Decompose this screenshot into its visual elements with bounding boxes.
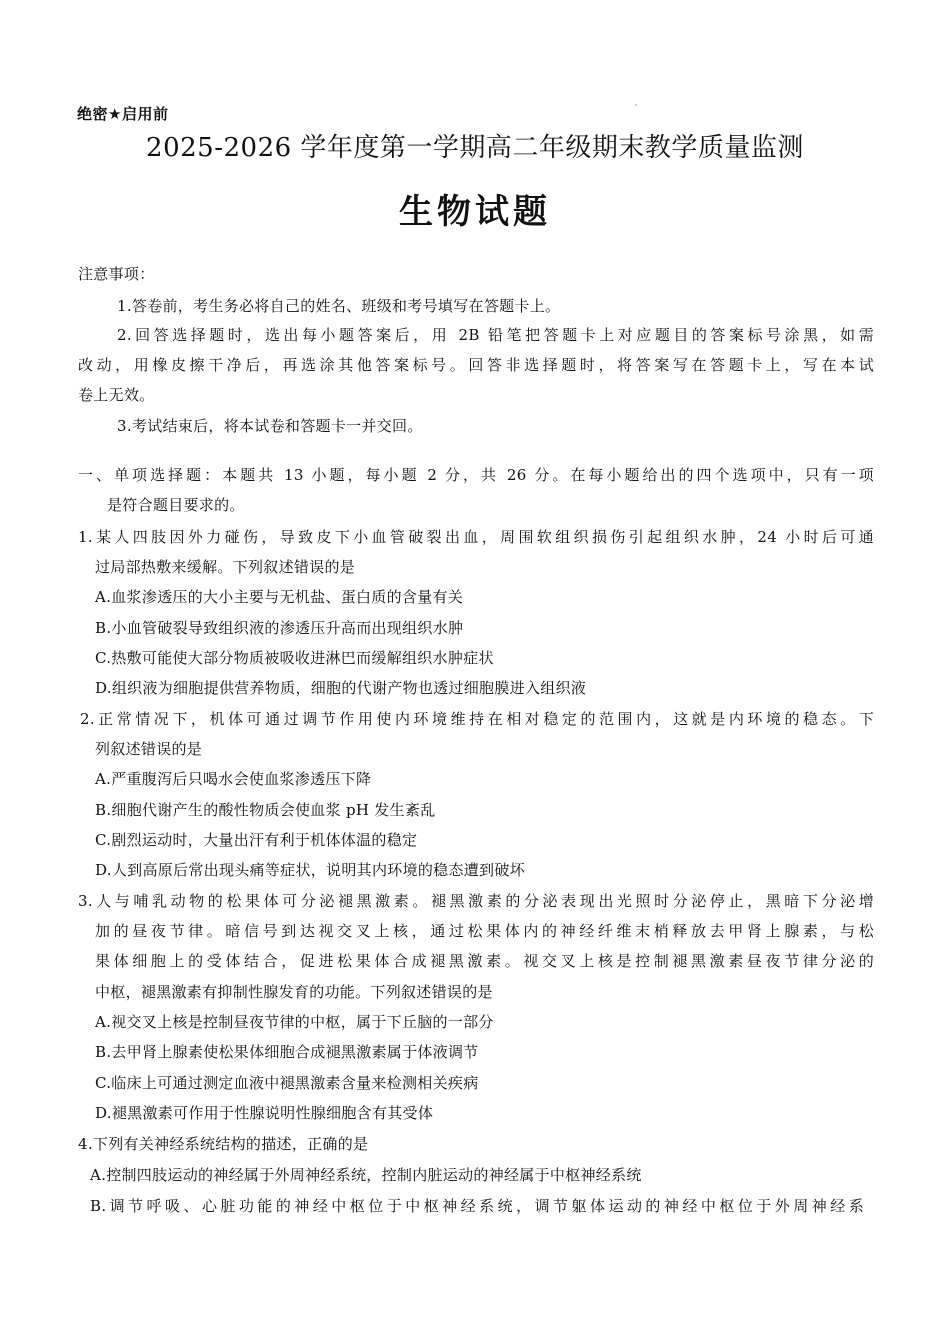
q1-option-c: C.热敷可能使大部分物质被吸收进淋巴而缓解组织水肿症状 xyxy=(95,649,494,667)
q3-option-c: C.临床上可通过测定血液中褪黑激素含量来检测相关疾病 xyxy=(95,1074,479,1092)
q2-option-a: A.严重腹泻后只喝水会使血浆渗透压下降 xyxy=(95,770,372,788)
subject-title: 生物试题 xyxy=(399,192,551,232)
q1-stem-line-1: 1.某人四肢因外力碰伤，导致皮下小血管破裂出血，周围软组织损伤引起组织水肿，24 小时后可通 xyxy=(78,528,874,546)
notice-item-1: 1.答卷前，考生务必将自己的姓名、班级和考号填写在答题卡上。 xyxy=(117,297,561,315)
notice-item-3: 3.考试结束后，将本试卷和答题卡一并交回。 xyxy=(117,417,423,435)
q2-stem-line-1: 2.正常情况下，机体可通过调节作用使内环境维持在相对稳定的范围内，这就是内环境的稳态。下 xyxy=(80,710,874,728)
q4-option-a: A.控制四肢运动的神经属于外周神经系统，控制内脏运动的神经属于中枢神经系统 xyxy=(90,1166,642,1184)
q4-option-b: B.调节呼吸、心脏功能的神经中枢位于中枢神经系统，调节躯体运动的神经中枢位于外周神经系 xyxy=(90,1197,864,1215)
q1-option-a: A.血浆渗透压的大小主要与无机盐、蛋白质的含量有关 xyxy=(95,588,464,606)
q2-option-d: D.人到高原后常出现头痛等症状，说明其内环境的稳态遭到破坏 xyxy=(95,861,525,879)
q2-option-b: B.细胞代谢产生的酸性物质会使血浆 pH 发生紊乱 xyxy=(95,801,436,819)
q3-stem-line-1: 3.人与哺乳动物的松果体可分泌褪黑激素。褪黑激素的分泌表现出光照时分泌停止，黑暗下分泌增 xyxy=(78,892,874,910)
section-1-heading-line-1: 一、单项选择题：本题共 13 小题，每小题 2 分，共 26 分。在每小题给出的四个选项中，只有一项 xyxy=(78,466,874,484)
q3-stem-line-4: 中枢，褪黑激素有抑制性腺发育的功能。下列叙述错误的是 xyxy=(95,983,493,1001)
scan-speck xyxy=(635,104,637,106)
notice-item-2-line-1: 2.回答选择题时，选出每小题答案后，用 2B 铅笔把答题卡上对应题目的答案标号涂黑，如需 xyxy=(117,326,874,344)
q3-option-d: D.褪黑激素可作用于性腺说明性腺细胞含有其受体 xyxy=(95,1104,434,1122)
section-1-heading-line-2: 是符合题目要求的。 xyxy=(107,496,245,514)
q3-option-b: B.去甲肾上腺素使松果体细胞合成褪黑激素属于体液调节 xyxy=(95,1043,479,1061)
notice-item-2-line-3: 卷上无效。 xyxy=(78,386,155,404)
q3-option-a: A.视交叉上核是控制昼夜节律的中枢，属于下丘脑的一部分 xyxy=(95,1013,494,1031)
q3-stem-line-2: 加的昼夜节律。暗信号到达视交叉上核，通过松果体内的神经纤维末梢释放去甲肾上腺素，与松 xyxy=(95,922,874,940)
exam-title: 2025-2026 学年度第一学期高二年级期末教学质量监测 xyxy=(146,133,804,163)
notice-item-2-line-2: 改动，用橡皮擦干净后，再选涂其他答案标号。回答非选择题时，将答案写在答题卡上，写在本试 xyxy=(78,356,874,374)
q2-option-c: C.剧烈运动时，大量出汗有利于机体体温的稳定 xyxy=(95,831,418,849)
q2-stem-line-2: 列叙述错误的是 xyxy=(95,740,203,758)
q1-option-d: D.组织液为细胞提供营养物质，细胞的代谢产物也透过细胞膜进入组织液 xyxy=(95,679,587,697)
q1-stem-line-2: 过局部热敷来缓解。下列叙述错误的是 xyxy=(95,558,356,576)
notice-heading: 注意事项： xyxy=(78,265,155,283)
secret-label: 绝密★启用前 xyxy=(77,105,169,123)
q1-option-b: B.小血管破裂导致组织液的渗透压升高而出现组织水肿 xyxy=(95,619,464,637)
q3-stem-line-3: 果体细胞上的受体结合，促进松果体合成褪黑激素。视交叉上核是控制褪黑激素昼夜节律分泌的 xyxy=(95,952,874,970)
q4-stem: 4.下列有关神经系统结构的描述，正确的是 xyxy=(78,1135,369,1153)
